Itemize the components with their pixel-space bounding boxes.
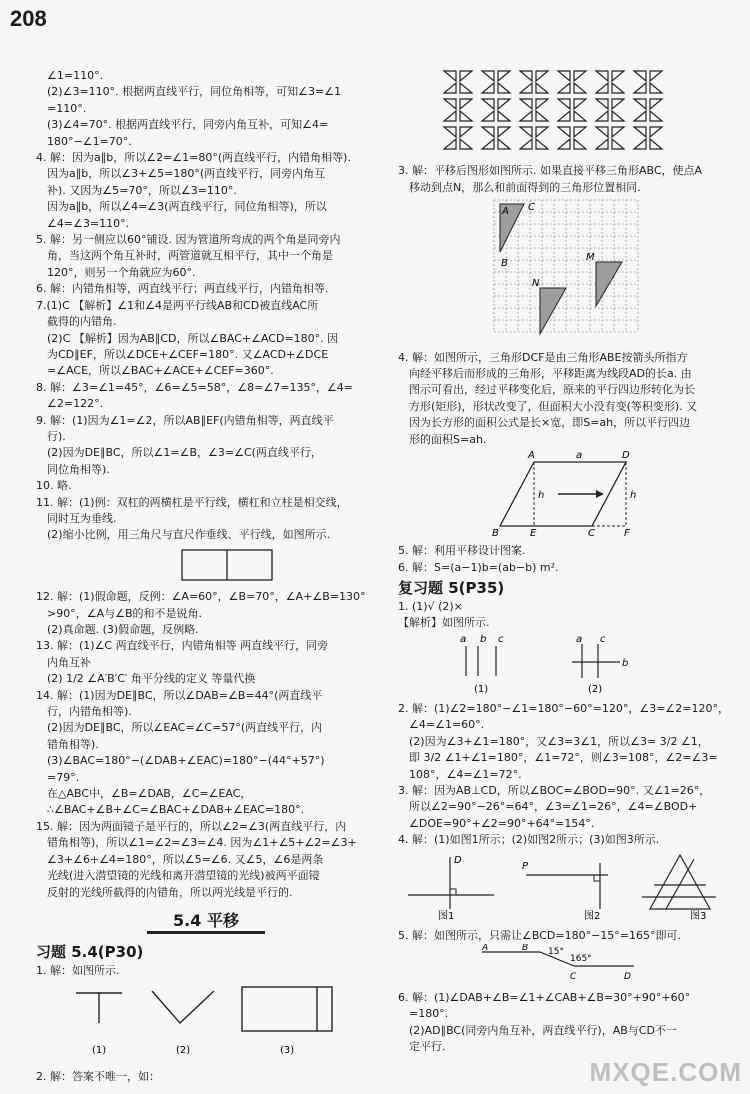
text-line: 光线(进入潜望镜的光线和离开潜望镜的光线)被两平面镜 <box>47 869 320 883</box>
parallel-bars-figure <box>36 544 376 584</box>
text-line: 108°，∠4=∠1=72°. <box>409 767 522 781</box>
text-line: 7.(1)C 【解析】∠1和∠4是两平行线AB和CD被直线AC所 <box>36 298 319 312</box>
text-line: 13. 解：(1)∠C 两直线平行，内错角相等 两直线平行，同旁 <box>36 639 329 653</box>
text-line: 行). <box>47 429 66 443</box>
text-line: =180°. <box>409 1007 449 1021</box>
text-line: 行，内错角相等). <box>47 705 132 719</box>
text-line: (3)∠BAC=180°−(∠DAB+∠EAC)=180°−(44°+57°) <box>47 754 325 768</box>
text-line: 9. 解：(1)因为∠1=∠2，所以AB∥EF(内错角相等，两直线平 <box>36 413 334 427</box>
text-line: 错角相等). <box>47 737 99 751</box>
point-label: B <box>501 258 508 270</box>
text-line: 11. 解：(1)例：双杠的两横杠是平行线，横杠和立柱是相交线， <box>36 495 348 509</box>
text-line: 因为长方形的面积公式是长×宽，即S=ah，所以平行四边 <box>409 416 691 430</box>
text-line: 4. 解：(1)如图1所示；(2)如图2所示；(3)如图3所示. <box>398 833 660 847</box>
pattern-tile <box>596 127 624 149</box>
text-line: 【解析】如图所示. <box>398 616 490 630</box>
answer-block-2 <box>36 150 376 544</box>
text-line: 6. 解：S=(a−1)b=(ab−b) m². <box>398 560 559 574</box>
text-line: (2)AD∥BC(同旁内角互补，两直线平行)，AB与CD不一 <box>409 1023 677 1037</box>
line-label: a <box>460 633 467 645</box>
text-line: ∠2=122°. <box>47 397 104 411</box>
text-line: 2. 解：(1)∠2=180°−∠1=180°−60°=120°，∠3=∠2=120°， <box>398 701 730 715</box>
figure-caption: (2) <box>588 683 603 695</box>
pattern-tile <box>596 71 624 93</box>
text-line: ∠4=∠1=60°. <box>409 718 485 732</box>
point-label: B <box>522 944 529 954</box>
pattern-tile <box>596 99 624 121</box>
review-title: 复习题 5(P35) <box>398 579 505 598</box>
point-label: A <box>482 944 489 954</box>
figure-caption: 图3 <box>690 910 707 922</box>
page-number: 208 <box>10 6 47 31</box>
text-line: 内角互补 <box>47 655 91 669</box>
height-label: h <box>630 490 637 502</box>
height-label: h <box>538 490 545 502</box>
pattern-tile <box>444 99 472 121</box>
figure-caption: (1) <box>92 1045 107 1057</box>
text-line: 4. 解：因为a∥b，所以∠2=∠1=80°(两直线平行，内错角相等). <box>36 151 351 165</box>
text-line: =110°. <box>47 101 87 115</box>
text-line: (2)因为DE∥BC，所以∠EAC=∠C=57°(两直线平行，内 <box>47 721 323 735</box>
review-5-figure <box>398 944 730 984</box>
review-4-figures <box>398 849 730 923</box>
text-line: 5. 解：利用平移设计图案. <box>398 544 526 558</box>
text-line: 形的面积S=ah. <box>409 432 487 446</box>
text-line: 12. 解：(1)假命题，反例：∠A=60°，∠B=70°，∠A+∠B=130° <box>36 590 366 604</box>
translation-figures <box>36 979 376 1063</box>
figure-caption: (1) <box>474 683 489 695</box>
answer-block-1 <box>36 68 376 150</box>
line-label: c <box>498 633 504 645</box>
text-line: (2)缩小比例，用三角尺与直尺作垂线、平行线，如图所示. <box>47 528 331 542</box>
point-label: M <box>586 252 595 264</box>
text-line: >90°，∠A与∠B的和不是锐角. <box>47 606 203 620</box>
text-line: 5. 解：如图所示，只需让∠BCD=180°−15°=165°即可. <box>398 928 681 942</box>
pattern-tile <box>482 99 510 121</box>
text-line: (2)C 【解析】因为AB∥CD，所以∠BAC+∠ACD=180°. 因 <box>47 331 339 345</box>
text-line: 6. 解：内错角相等，两直线平行；两直线平行，内错角相等. <box>36 282 329 296</box>
angle-label: 165° <box>570 954 592 965</box>
text-line: 2. 解：答案不唯一，如： <box>36 1069 160 1083</box>
text-line: =79°. <box>47 770 80 784</box>
text-line: (2)因为∠3+∠1=180°，又∠3=3∠1，所以∠3= 3/2 ∠1， <box>409 734 709 748</box>
text-line: 补). 又因为∠5=70°，所以∠3=110°. <box>47 183 237 197</box>
pattern-tile <box>634 99 662 121</box>
text-line: 14. 解：(1)因为DE∥BC，所以∠DAB=∠B=44°(两直线平 <box>36 688 323 702</box>
review-1-figures <box>398 632 730 696</box>
point-label: P <box>522 860 529 872</box>
right-column <box>398 68 730 1055</box>
text-line: 角，当这两个角互补时，两管道就互相平行，其中一个角是 <box>47 249 333 263</box>
text-line: 同位角相等). <box>47 462 110 476</box>
pattern-grid <box>398 68 730 158</box>
text-line: 为CD∥EF，所以∠DCE+∠CEF=180°. 又∠ACD+∠DCE <box>47 347 329 361</box>
section-title: 5.4 平移 <box>36 913 376 934</box>
point-label: N <box>532 278 540 290</box>
text-line: 即 3/2 ∠1+∠1=180°，∠1=72°，则∠3=108°，∠2=∠3= <box>409 751 718 765</box>
text-line: 错角相等)，所以∠1=∠2=∠3=∠4. 因为∠1+∠5+∠2=∠3+ <box>47 836 357 850</box>
text-line: 15. 解：因为两面镜子是平行的，所以∠2=∠3(两直线平行，内 <box>36 819 347 833</box>
text-line: (2) 1/2 ∠A′B′C′ 角平分线的定义 等量代换 <box>47 672 256 686</box>
text-line: ∠1=110°. <box>47 69 104 82</box>
point-label: C <box>570 972 577 983</box>
text-line: 方形(矩形)，形状改变了，但面积大小没有变(等积变形). 又 <box>409 399 698 413</box>
exercise-title: 习题 5.4(P30) <box>36 943 144 962</box>
figure-caption: (3) <box>280 1045 295 1057</box>
text-line: 移动到点N，那么和前面得到的三角形位置相同. <box>409 180 641 194</box>
text-line: (2)因为DE∥BC，所以∠1=∠B，∠3=∠C(两直线平行， <box>47 446 322 460</box>
line-label: b <box>622 657 629 669</box>
point-label: D <box>624 972 631 983</box>
text-line: =∠ACE，所以∠BAC+∠ACE+∠CEF=360°. <box>47 364 274 378</box>
line-label: c <box>600 633 606 645</box>
point-label: D <box>622 450 630 462</box>
pattern-tile <box>444 71 472 93</box>
pattern-tile <box>482 127 510 149</box>
parallelogram-figure <box>398 448 730 538</box>
text-line: 3. 解：平移后图形如图所示. 如果直接平移三角形ABC，使点A <box>398 164 703 178</box>
pattern-tile <box>634 71 662 93</box>
text-line: 4. 解：如图所示，三角形DCF是由三角形ABE按箭头所指方 <box>398 350 688 364</box>
text-line: 图示可看出，经过平移变化后，原来的平行四边形转化为长 <box>409 383 695 397</box>
angle-label: 15° <box>548 947 564 958</box>
point-label: E <box>530 528 537 539</box>
pattern-tile <box>558 71 586 93</box>
text-line: ∠3+∠6+∠4=180°，所以∠5=∠6. 又∠5，∠6是两条 <box>47 852 324 866</box>
pattern-tile <box>520 99 548 121</box>
length-label: a <box>576 450 583 462</box>
answer-block-3 <box>36 589 376 901</box>
pattern-tile <box>558 127 586 149</box>
text-line: 1. 解：如图所示. <box>36 963 120 977</box>
pattern-tile <box>558 99 586 121</box>
point-label: A <box>502 206 509 218</box>
text-line: 6. 解：(1)∠DAB+∠B=∠1+∠CAB+∠B=30°+90°+60° <box>398 990 691 1004</box>
pattern-tile <box>520 71 548 93</box>
pattern-tile <box>634 127 662 149</box>
point-label: C <box>588 528 595 539</box>
text-line: 在△ABC中，∠B=∠DAB，∠C=∠EAC， <box>47 787 252 801</box>
text-line: 1. (1)√ (2)× <box>398 599 463 613</box>
text-line: 截得的内错角. <box>47 315 117 329</box>
pattern-tile <box>482 71 510 93</box>
text-line: 10. 略. <box>36 479 72 493</box>
point-label: D <box>454 854 462 866</box>
text-line: 因为a∥b，所以∠3+∠5=180°(两直线平行，同旁内角互 <box>47 167 326 181</box>
pattern-tile <box>444 127 472 149</box>
point-label: F <box>624 528 630 539</box>
text-line: 3. 解：因为AB⊥CD，所以∠BOC=∠BOD=90°. 又∠1=26°， <box>398 783 711 797</box>
text-line: 定平行. <box>409 1040 446 1053</box>
pattern-tile <box>520 127 548 149</box>
text-line: 向经平移后而形成的三角形，平移距离为线段AD的长a. 由 <box>409 367 692 381</box>
text-line: (3)∠4=70°. 根据两直线平行，同旁内角互补，可知∠4= <box>47 118 329 132</box>
text-line: ∠DOE=90°+∠2=90°+64°=154°. <box>409 816 595 830</box>
point-label: B <box>492 528 499 539</box>
text-line: 120°，则另一个角就应为60°. <box>47 265 196 279</box>
text-line: ∴∠BAC+∠B+∠C=∠BAC+∠DAB+∠EAC=180°. <box>47 803 305 817</box>
text-line: 180°−∠1=70°. <box>47 134 132 148</box>
text-line: (2)真命题. (3)假命题，反例略. <box>47 623 199 636</box>
text-line: 所以∠2=90°−26°=64°，∠3=∠1=26°，∠4=∠BOD+ <box>409 800 698 814</box>
figure-caption: (2) <box>176 1045 191 1057</box>
text-line: (2)∠3=110°. 根据两直线平行，同位角相等，可知∠3=∠1 <box>47 85 342 99</box>
translation-grid-figure <box>398 196 730 344</box>
text-line: 因为a∥b，所以∠4=∠3(两直线平行，同位角相等)，所以 <box>47 200 327 214</box>
point-label: A <box>528 450 535 462</box>
line-label: a <box>576 633 583 645</box>
text-line: 同时互为垂线. <box>47 511 117 525</box>
text-line: ∠4=∠3=110°. <box>47 216 130 230</box>
left-column <box>36 68 376 1085</box>
line-label: b <box>480 633 487 645</box>
text-line: 5. 解：另一侧应以60°铺设. 因为管道所弯成的两个角是同旁内 <box>36 233 341 247</box>
watermark-logo: MXQE.COM <box>589 1057 742 1087</box>
text-line: 反射的光线所截得的内错角，所以两光线是平行的. <box>47 885 293 899</box>
figure-caption: 图2 <box>584 910 601 922</box>
figure-caption: 图1 <box>438 910 455 922</box>
text-line: 8. 解：∠3=∠1=45°，∠6=∠5=58°，∠8=∠7=135°，∠4= <box>36 380 354 394</box>
point-label: C <box>528 202 535 214</box>
